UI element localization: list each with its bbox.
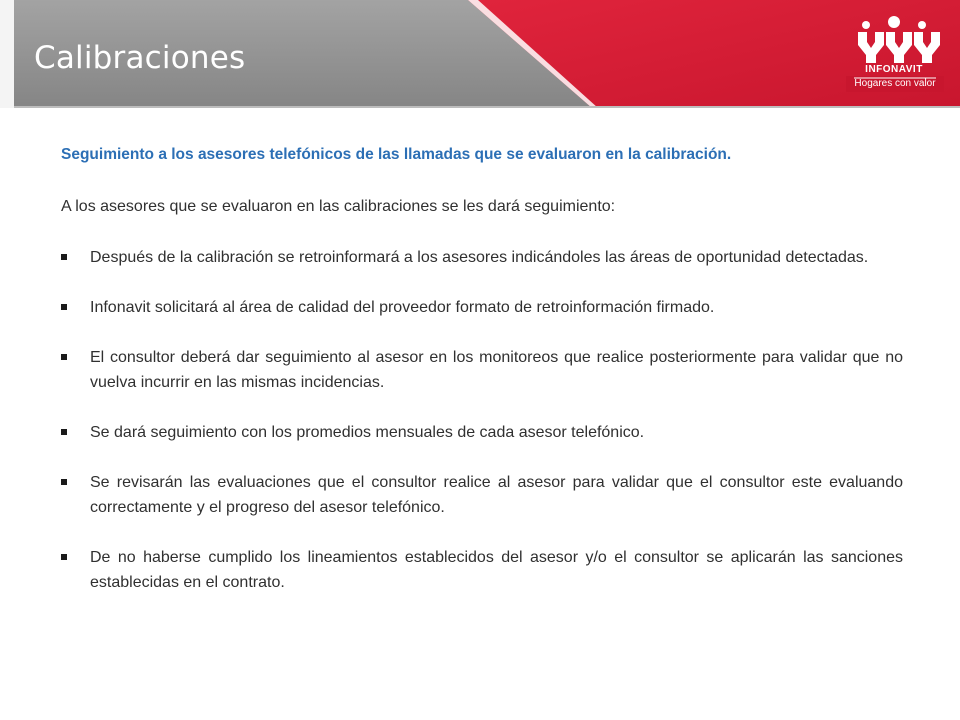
- list-item-text: Se revisarán las evaluaciones que el consultor realice al asesor para validar que el consultor este evaluando correctamente y el progreso del asesor telefónico.: [90, 474, 903, 516]
- square-bullet-icon: [61, 554, 67, 560]
- square-bullet-icon: [61, 479, 67, 485]
- logo-brand: INFONAVIT: [865, 64, 923, 75]
- list-item: [61, 345, 903, 395]
- list-item-text: Después de la calibración se retroinformará a los asesores indicándoles las áreas de oportunidad detectadas.: [90, 249, 869, 266]
- content: [61, 146, 903, 595]
- intro-text: A los asesores que se evaluaron en las calibraciones se les dará seguimiento:: [61, 198, 616, 215]
- square-bullet-icon: [61, 429, 67, 435]
- square-bullet-icon: [61, 354, 67, 360]
- section-subtitle: Seguimiento a los asesores telefónicos de las llamadas que se evaluaron en la calibración.: [61, 146, 732, 163]
- list-item: [61, 245, 903, 270]
- logo-tagline: Hogares con valor: [854, 78, 936, 89]
- list-item-text: Se dará seguimiento con los promedios mensuales de cada asesor telefónico.: [90, 424, 645, 441]
- list-item-text: Infonavit solicitará al área de calidad del proveedor formato de retroinformación firmado.: [90, 299, 715, 316]
- square-bullet-icon: [61, 304, 67, 310]
- slide-title: Calibraciones: [34, 40, 246, 76]
- list-item: [61, 295, 903, 320]
- square-bullet-icon: [61, 254, 67, 260]
- list-item: [61, 420, 903, 445]
- list-item-text: El consultor deberá dar seguimiento al asesor en los monitoreos que realice posteriormente para validar que no vuelva incurrir en las mismas incidencias.: [90, 349, 903, 391]
- list-item: [61, 470, 903, 520]
- list-item: [61, 545, 903, 595]
- list-item-text: De no haberse cumplido los lineamientos establecidos del asesor y/o el consultor se aplicarán las sanciones establecidas en el contrato.: [90, 549, 903, 591]
- bullet-list: [61, 245, 903, 595]
